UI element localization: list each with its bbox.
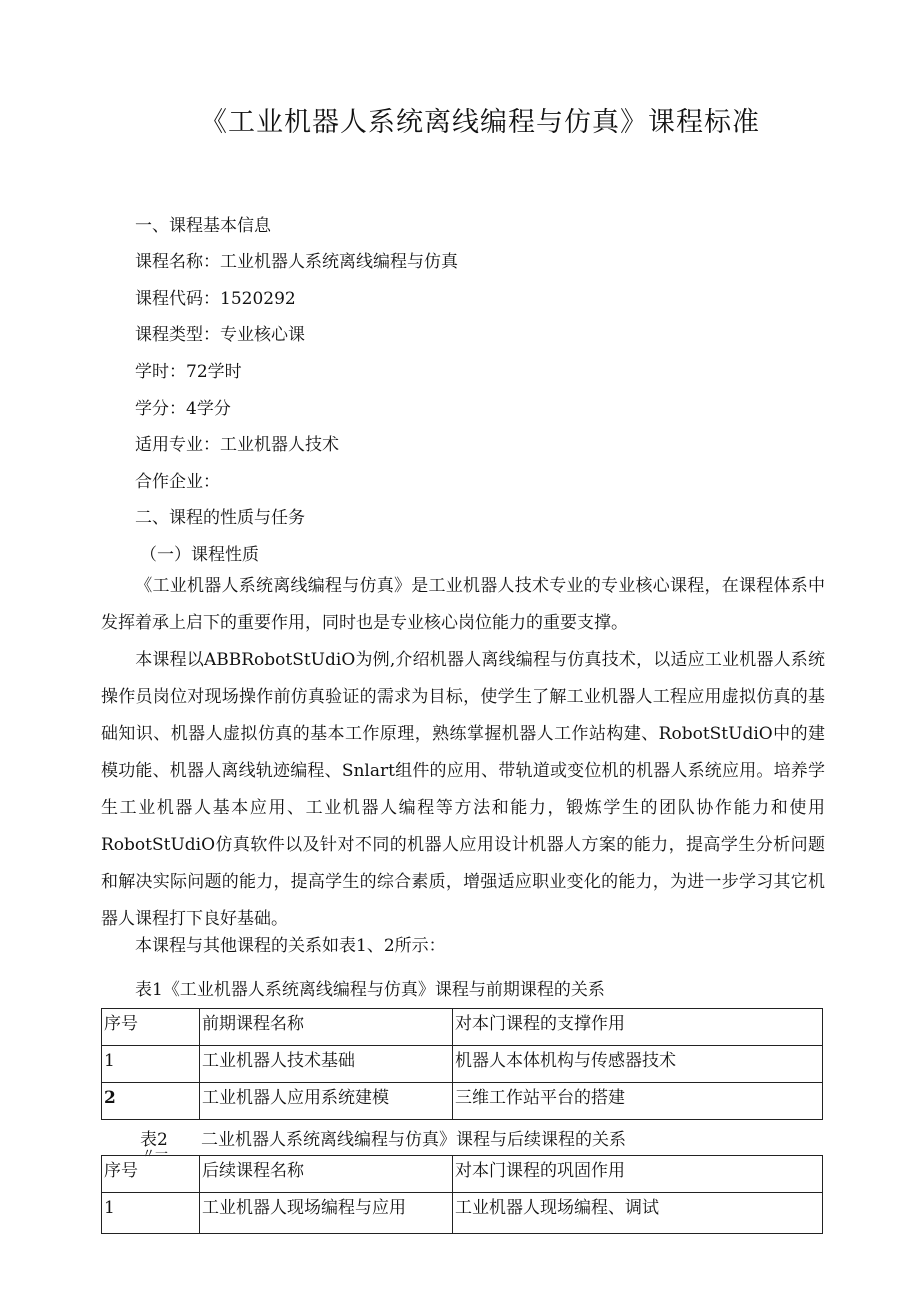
table-header-row (102, 1156, 823, 1193)
table-header-cell: 后续课程名称 (200, 1156, 453, 1193)
stray-mark: 〃一 (142, 1147, 169, 1162)
course-major: 适用专业：工业机器人技术 (135, 435, 339, 455)
paragraph-1: 《工业机器人系统离线编程与仿真》是工业机器人技术专业的专业核心课程，在课程体系中发挥着承上启下的重要作用，同时也是专业核心岗位能力的重要支撑。 (101, 576, 825, 633)
subsection-heading: （一）课程性质 (140, 545, 259, 565)
table-header-cell: 对本门课程的巩固作用 (453, 1156, 823, 1193)
course-code: 课程代码：1520292 (135, 289, 296, 309)
table-cell: 工业机器人现场编程、调试 (453, 1193, 823, 1234)
table-header-cell: 序号 (102, 1009, 200, 1046)
table-cell: 2 (102, 1083, 200, 1120)
table-row (102, 1083, 823, 1120)
table-cell: 三维工作站平台的搭建 (453, 1083, 823, 1120)
table-header-cell: 对本门课程的支撑作用 (453, 1009, 823, 1046)
table-cell: 工业机器人现场编程与应用 (200, 1193, 453, 1234)
table1-caption: 表1《工业机器人系统离线编程与仿真》课程与前期课程的关系 (135, 980, 605, 1000)
table-row (102, 1193, 823, 1234)
table2-caption-label: 表2 (140, 1130, 168, 1150)
table1 (101, 1008, 823, 1120)
course-hours: 学时：72学时 (135, 362, 242, 382)
table-header-cell: 前期课程名称 (200, 1009, 453, 1046)
course-credits: 学分：4学分 (135, 399, 231, 419)
section1-heading: 一、课程基本信息 (135, 216, 271, 236)
table-header-cell: 序号 (102, 1156, 200, 1193)
table-cell: 机器人本体机构与传感器技术 (453, 1046, 823, 1083)
table-header-row (102, 1009, 823, 1046)
table-cell: 工业机器人技术基础 (200, 1046, 453, 1083)
course-type: 课程类型：专业核心课 (135, 325, 305, 345)
page-title: 《工业机器人系统离线编程与仿真》课程标准 (200, 107, 760, 138)
table-cell: 1 (102, 1046, 200, 1083)
course-name: 课程名称：工业机器人系统离线编程与仿真 (135, 252, 458, 272)
table-cell: 工业机器人应用系统建模 (200, 1083, 453, 1120)
table2-caption-text: 二业机器人系统离线编程与仿真》课程与后续课程的关系 (201, 1130, 626, 1150)
paragraph-2: 本课程以ABBRobotStUdiO为例,介绍机器人离线编程与仿真技术，以适应工业机器人系统操作员岗位对现场操作前仿真验证的需求为目标，使学生了解工业机器人工程应用虚拟仿真的基础知识、机器人虚拟仿真的基本工作原理，熟练掌握机器人工作站构建、RobotStUdiO中的建模功能、机器人离线轨迹编程、Snlart组件的应用、带轨道或变位机的机器人系统应用。培养学生工业机器人基本应用、工业机器人编程等方法和能力，锻炼学生的团队协作能力和使用RobotStUdiO仿真软件以及针对不同的机器人应用设计机器人方案的能力，提高学生分析问题和解决实际问题的能力，提高学生的综合素质，增强适应职业变化的能力，为进一步学习其它机器人课程打下良好基础。 (101, 650, 825, 929)
table2 (101, 1155, 823, 1234)
table-cell: 1 (102, 1193, 200, 1234)
section2-heading: 二、课程的性质与任务 (135, 508, 305, 528)
paragraph-3: 本课程与其他课程的关系如表1、2所示： (135, 936, 446, 956)
course-partner: 合作企业： (135, 472, 220, 492)
table-row (102, 1046, 823, 1083)
